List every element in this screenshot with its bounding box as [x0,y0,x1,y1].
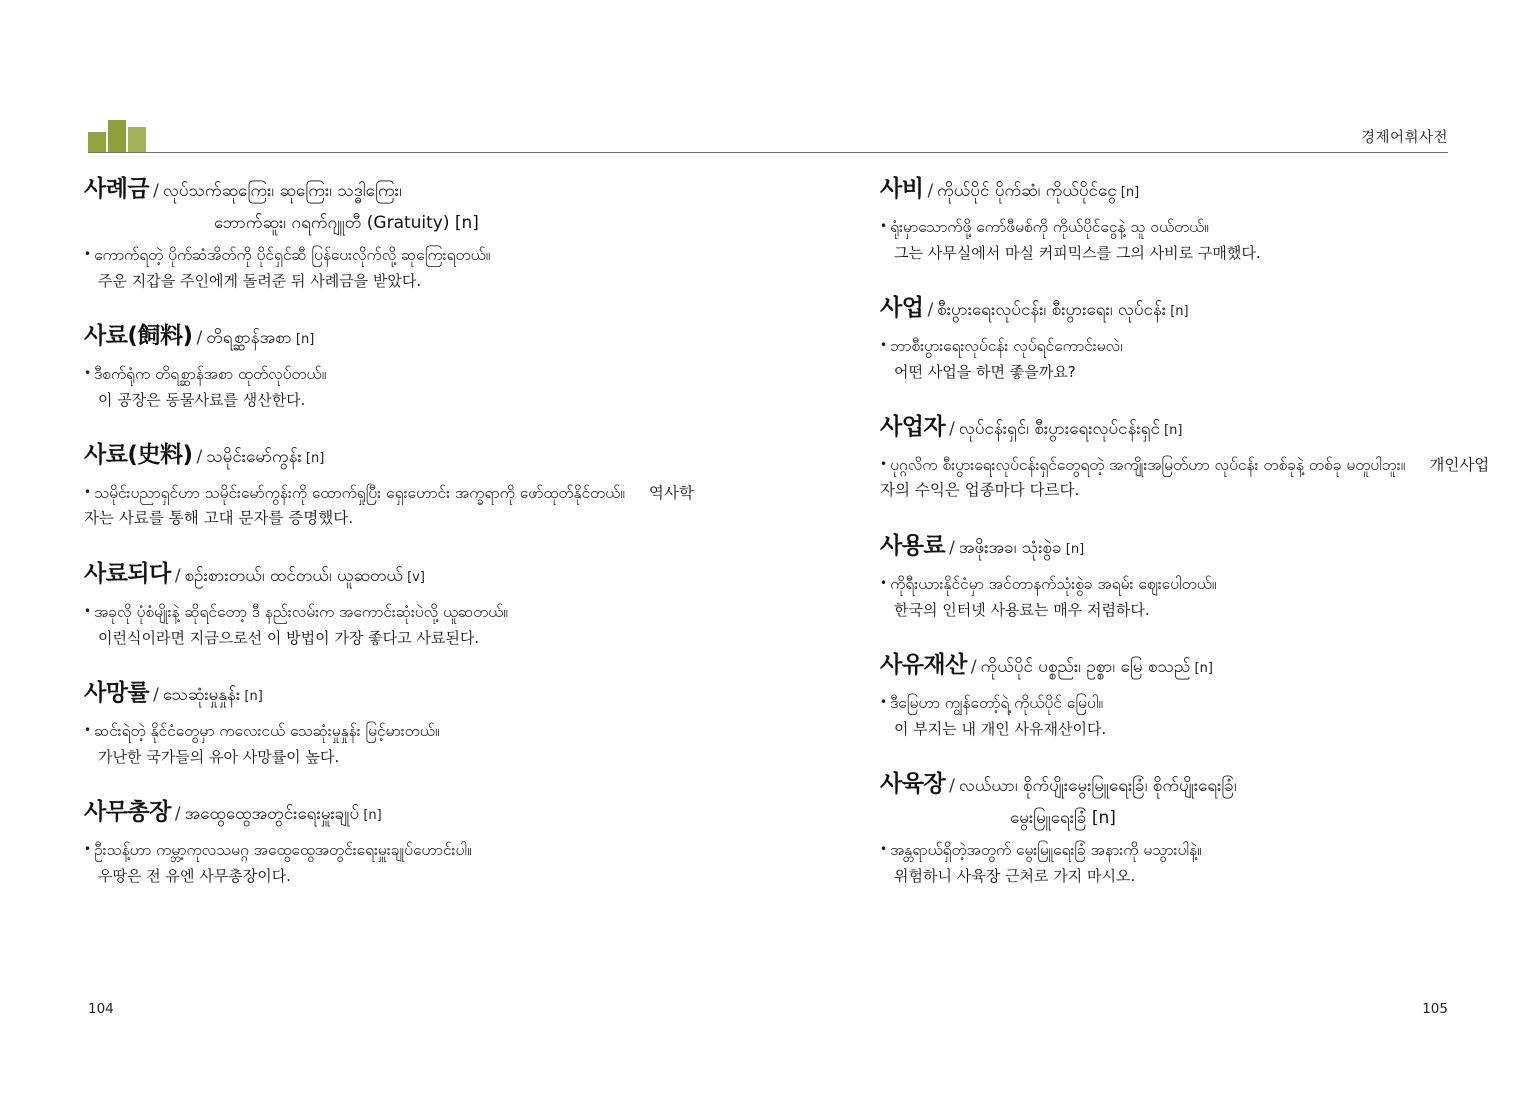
entry-separator: / [970,657,977,677]
bullet-icon: • [84,842,92,857]
entry-part-of-speech: [n] [301,451,325,467]
dictionary-entry [84,438,696,531]
entry-part-of-speech: [n] [240,689,263,705]
entry-headline [880,648,1492,684]
entry-gloss: ကိုယ်ပိုင် ပစ္စည်း၊ ဥစ္စာ၊ မြေ စသည် [980,657,1191,677]
entry-headline [84,438,696,474]
entry-gloss: လုပ်ငန်းရှင်၊ စီးပွားရေးလုပ်ငန်းရှင် [958,419,1160,440]
entry-headline [84,319,696,355]
entry-headline [84,676,696,712]
bullet-icon: • [880,456,888,471]
entry-term: 사유재산 [880,652,967,678]
entry-term: 사례금 [84,176,150,202]
entry-term: 사료되다 [84,561,171,588]
entry-part-of-speech: [n] [1166,304,1189,320]
entry-term: 사망률 [84,680,150,707]
entry-headline [880,291,1492,327]
entry-example [84,481,696,531]
entry-gloss-continued: ဘောက်ဆူး၊ ဂရက်ဂျူတီ (Gratuity) [n] [214,212,479,233]
example-burmese: အခုလို ပုံစံမျိုးနဲ့ ဆိုရင်တော့ ဒီ နည်းလမ်းက အကောင်းဆုံးပဲလို့ ယူဆတယ်။ [94,602,508,621]
entry-separator: / [196,328,203,349]
entry-gloss: တိရစ္ဆာန်အစာ [206,328,292,349]
entry-separator: / [949,419,955,440]
example-burmese: ဆင်းရဲတဲ့ နိုင်ငံတွေမှာ ကလေးငယ် သေဆုံးမှုနှုန်း မြင့်မားတယ်။ [94,721,440,740]
right-column [880,172,1492,914]
entry-gloss: အထွေထွေအတွင်းရေးမှူးချုပ် [184,804,360,825]
example-korean: 그는 사무실에서 마실 커피믹스를 그의 사비로 구매했다. [894,243,1261,262]
entry-example [84,838,696,888]
entry-separator: / [927,181,934,201]
entry-example [880,691,1492,741]
book-title: 경제어휘사전 [1360,130,1448,146]
bullet-icon: • [880,575,888,590]
example-korean: 어떤 사업을 하면 좋을까요? [894,362,1076,381]
green-blocks-logo [88,120,146,152]
entry-term: 사용료 [880,532,946,559]
example-burmese: ရုံးမှာသောက်ဖို့ ကော်ဖီမစ်ကို ကိုယ်ပိုင်ငွေနဲ့ သူ ဝယ်တယ်။ [890,217,1209,236]
entry-separator: / [196,447,203,468]
example-burmese: အန္တရာယ်ရှိတဲ့အတွက် မွေးမြူရေးခြံ အနားကို မသွားပါနဲ့။ [890,841,1202,860]
entry-separator: / [174,804,181,825]
example-korean: 한국의 인터넷 사용료는 매우 저렴하다. [894,600,1150,619]
dictionary-entry [84,676,696,769]
example-korean: 가난한 국가들의 유아 사망률이 높다. [98,748,340,767]
entry-example [880,453,1492,503]
page-number-left: 104 [88,1001,114,1017]
entry-gloss: စဉ်းစားတယ်၊ ထင်တယ်၊ ယူဆတယ် [184,566,403,587]
entry-example [84,600,696,650]
entry-term: 사료(史料) [84,442,193,469]
example-korean: 위험하니 사육장 근처로 가지 마시오. [894,867,1136,886]
entry-part-of-speech: [n] [1159,423,1183,439]
entry-separator: / [949,537,955,558]
entry-term: 사업 [880,295,924,322]
page-number-right: 105 [1422,1001,1448,1017]
entry-headline [84,557,696,593]
entry-example [880,215,1492,265]
dictionary-entry [880,410,1492,503]
dictionary-entry [84,172,696,293]
header-divider [88,152,1448,153]
bullet-icon: • [84,603,92,618]
example-burmese: ကိုရီးယားနိုင်ငံမှာ အင်တာနက်သုံးစွဲခ အရမ်း ဈေးပေါတယ်။ [890,574,1217,593]
entry-part-of-speech: [n] [1190,661,1213,676]
entry-term: 사비 [880,176,924,202]
entry-separator: / [927,300,934,321]
entry-example [84,719,696,769]
bullet-icon: • [84,246,92,261]
entry-gloss: စီးပွားရေးလုပ်ငန်း၊ စီးပွားရေး၊ လုပ်ငန်း [937,300,1167,321]
entry-gloss-continued: မွေးမြူရေးခြံ [n] [1010,807,1116,828]
example-korean: 이 부지는 내 개인 사유재산이다. [894,719,1107,738]
entry-gloss: သမိုင်းမော်ကွန်း [206,447,302,468]
entry-part-of-speech: [v] [402,570,425,586]
bullet-icon: • [880,218,888,233]
dictionary-entry [84,557,696,650]
example-korean: 이 공장은 동물사료를 생산한다. [98,391,306,410]
dictionary-entry [880,529,1492,622]
example-korean: 개인사업자의 수익은 업종마다 다르다. [880,455,1490,499]
dictionary-entry [880,291,1492,384]
example-korean: 이런식이라면 지금으로선 이 방법이 가장 좋다고 사료된다. [98,629,480,648]
entry-headline [880,172,1492,208]
example-burmese: ပုဂ္ဂလိက စီးပွားရေးလုပ်ငန်းရှင်တွေရတဲ့ အကျိုးအမြတ်ဟာ လုပ်ငန်း တစ်ခုနဲ့ တစ်ခု မတူပါဘူး။ [890,455,1406,474]
example-burmese: ဘာစီးပွားရေးလုပ်ငန်း လုပ်ရင်ကောင်းမလဲ၊ [890,336,1123,355]
example-korean: 우땅은 전 유엔 사무총장이다. [98,867,291,886]
dictionary-entry [84,319,696,412]
entry-term: 사육장 [880,771,946,798]
example-korean: 역사학자는 사료를 통해 고대 문자를 증명했다. [84,484,694,528]
entry-term: 사업자 [880,414,946,441]
dictionary-entry [880,648,1492,741]
entry-gloss: အဖိုးအခ၊ သုံးစွဲခ [958,537,1062,558]
entry-part-of-speech: [n] [1061,541,1085,557]
entry-headline [880,410,1492,446]
entry-separator: / [949,776,955,797]
entry-term: 사료(飼料) [84,323,193,350]
entry-gloss: လယ်ယာ၊ စိုက်ပျိုးမွေးမြူရေးခြံ၊ စိုက်ပျိုးရေးခြံ၊ [958,776,1237,797]
bullet-icon: • [84,722,92,737]
entry-part-of-speech: [n] [1116,185,1140,200]
example-burmese: သမိုင်းပညာရှင်ဟာ သမိုင်းမော်ကွန်းကို ထောက်ရှုပြီး ရှေးဟောင်း အက္ခရာကို ဖော်ထုတ်နိုင်တယ်။ [94,484,625,503]
entry-separator: / [153,181,159,201]
entry-gloss: သေဆုံးမှုနှုန်း [162,685,241,706]
bullet-icon: • [880,337,888,352]
entry-example [84,243,696,293]
example-burmese: ကောက်ရတဲ့ ပိုက်ဆံအိတ်ကို ပိုင်ရှင်ဆီ ပြန်ပေးလိုက်လို့ ဆုကြေးရတယ်။ [94,245,491,264]
entry-gloss: လုပ်သက်ဆုကြေး၊ ဆုကြေး၊ သဒ္ဓါကြေး၊ [162,181,402,201]
dictionary-entry [880,767,1492,888]
bullet-icon: • [880,694,888,709]
bullet-icon: • [84,485,92,500]
entry-term: 사무총장 [84,799,171,826]
entry-example [880,838,1492,888]
bullet-icon: • [84,366,92,381]
dictionary-entry [84,795,696,888]
entry-headline [880,767,1492,831]
dictionary-entry [880,172,1492,265]
left-column [84,172,696,914]
entry-headline [84,172,696,236]
example-burmese: ဒီစက်ရုံက တိရစ္ဆာန်အစာ ထုတ်လုပ်တယ်။ [94,365,327,384]
entry-part-of-speech: [n] [359,808,382,824]
entry-headline [84,795,696,831]
entry-headline [880,529,1492,565]
example-burmese: ဦးသန့်ဟာ ကမ္ဘာ့ကုလသမဂ္ဂ အထွေထွေအတွင်းရေးမှူးချုပ်ဟောင်းပါ။ [94,841,472,860]
entry-gloss: ကိုယ်ပိုင် ပိုက်ဆံ၊ ကိုယ်ပိုင်ငွေ [937,181,1117,201]
entry-separator: / [153,685,159,706]
entry-separator: / [174,566,181,587]
entry-example [84,362,696,412]
example-korean: 주운 지갑을 주인에게 돌려준 뒤 사례금을 받았다. [98,272,422,291]
entry-part-of-speech: [n] [291,332,315,348]
entry-example [880,572,1492,622]
bullet-icon: • [880,842,888,857]
entry-example [880,334,1492,384]
example-burmese: ဒီမြေဟာ ကျွန်တော့်ရဲ့ ကိုယ်ပိုင် မြေပါ။ [890,693,1104,712]
